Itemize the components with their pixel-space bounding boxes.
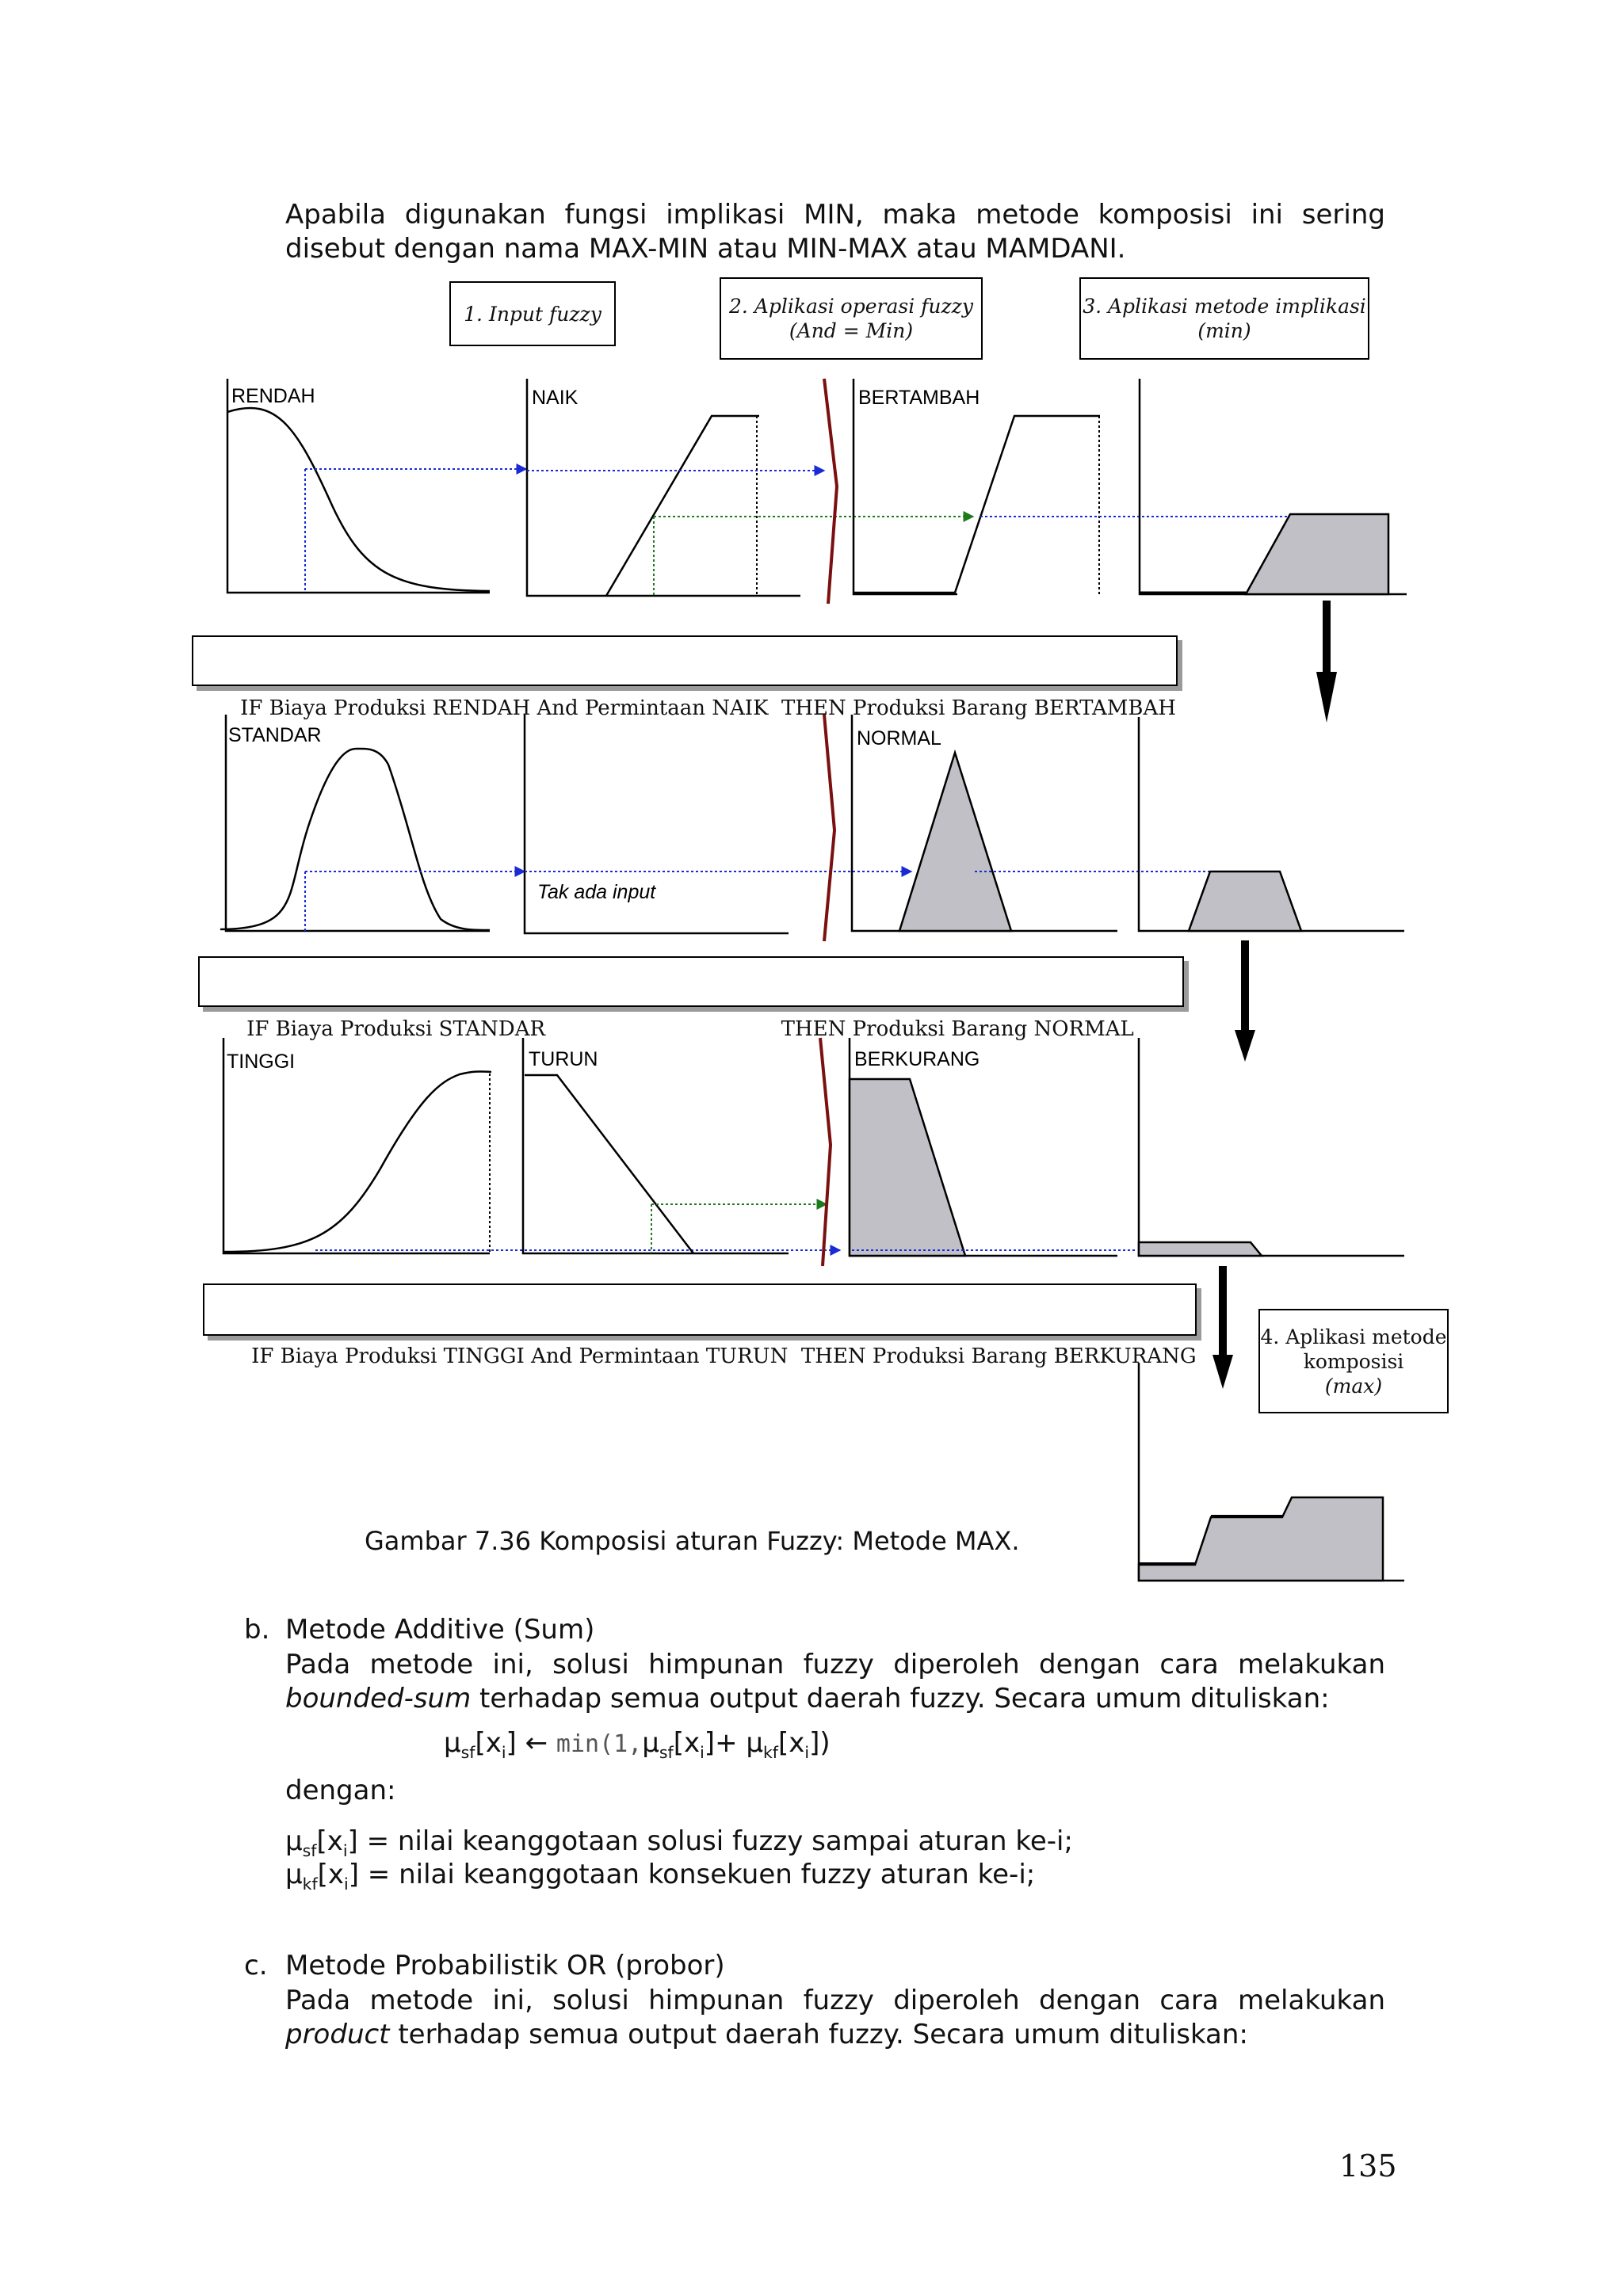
row3-result-shape (1139, 1242, 1262, 1256)
berkurang-shape (850, 1079, 965, 1256)
def1-sub-sf: sf (302, 1840, 317, 1860)
header-aplikasi-operasi (720, 277, 983, 360)
section-b-heading (244, 1613, 594, 1647)
standar-curve (220, 749, 490, 930)
formula-mu-2: μ (642, 1727, 659, 1759)
section-c-line-2-rest: terhadap semua output daerah fuzzy. Secara umum dituliskan: (389, 2019, 1248, 2050)
rule-3-text: IF Biaya Produksi TINGGI And Permintaan TURUN THEN Produksi Barang BERKURANG (251, 1344, 1197, 1368)
formula-x-1: x (485, 1727, 502, 1759)
naik-axes (527, 379, 800, 596)
down-arrow-1-shaft (1323, 601, 1331, 673)
formula-arrow: ← (525, 1727, 548, 1759)
page-number: 135 (1339, 2149, 1397, 2183)
intro-line-2: disebut dengan nama MAX-MIN atau MIN-MAX atau MAMDANI. (285, 233, 1126, 265)
row1-result-shape (1246, 514, 1388, 594)
section-b-line-2-rest: terhadap semua output daerah fuzzy. Secara umum dituliskan: (471, 1683, 1330, 1714)
header-aplikasi-implikasi-line2: (min) (1197, 319, 1251, 342)
def2-x: x (327, 1859, 345, 1890)
down-arrow-2-shaft (1241, 940, 1249, 1034)
formula-x-3: x (789, 1727, 805, 1759)
section-b-marker: b. (244, 1614, 270, 1646)
section-b-term: bounded-sum (285, 1683, 472, 1714)
formula-close: ) (819, 1727, 831, 1759)
turun-curve (525, 1075, 693, 1253)
header-aplikasi-komposisi-line3: (max) (1324, 1374, 1383, 1398)
formula-sub-i-1: i (501, 1742, 506, 1762)
normal-shape (899, 753, 1011, 931)
rule-2 (198, 956, 1184, 1041)
rule-2-text: IF Biaya Produksi STANDAR THEN Produksi Barang NORMAL (246, 1017, 1134, 1041)
down-arrow-2-head (1235, 1030, 1255, 1062)
header-aplikasi-implikasi (1079, 277, 1369, 360)
bertambah-axes (854, 379, 957, 594)
label-tak-ada-input: Tak ada input (537, 881, 656, 903)
def2-sub-i: i (344, 1874, 349, 1894)
header-input-fuzzy (449, 281, 616, 346)
rendah-curve (227, 408, 490, 591)
header-aplikasi-komposisi-line1: 4. Aplikasi metode (1260, 1325, 1447, 1348)
label-standar: STANDAR (228, 724, 322, 746)
formula-x-2: x (684, 1727, 701, 1759)
tinggi-curve (223, 1071, 491, 1252)
header-aplikasi-komposisi-line2: komposisi (1303, 1349, 1404, 1373)
label-rendah: RENDAH (231, 385, 315, 407)
naik-curve (606, 416, 759, 596)
def1-x: x (327, 1825, 343, 1857)
section-b-line-2 (285, 1683, 1330, 1714)
section-c-line-2 (285, 2019, 1248, 2050)
label-naik: NAIK (532, 387, 579, 409)
section-b-line-1: Pada metode ini, solusi himpunan fuzzy diperoleh dengan cara melakukan (285, 1649, 1385, 1680)
down-arrow-3-shaft (1219, 1266, 1227, 1357)
formula-sub-i-2: i (700, 1742, 705, 1762)
section-c-marker: c. (244, 1950, 268, 1981)
intro-line-1: Apabila digunakan fungsi implikasi MIN, maka metode komposisi ini sering (285, 199, 1385, 231)
rule-1 (192, 635, 1178, 720)
dengan-label: dengan: (285, 1775, 396, 1806)
label-bertambah: BERTAMBAH (858, 387, 980, 409)
def1-text: = nilai keanggotaan solusi fuzzy sampai aturan ke-i; (357, 1825, 1073, 1857)
definition-sf: $\mu_{sf}[x_i]$ = nilai keanggotaan solusi fuzzy sampai aturan ke-i; (285, 1825, 1073, 1860)
formula-mu-3: μ (746, 1727, 763, 1759)
section-c-term: product (285, 2019, 390, 2050)
section-c-line-1: Pada metode ini, solusi himpunan fuzzy diperoleh dengan cara melakukan (285, 1985, 1385, 2016)
label-berkurang: BERKURANG (854, 1048, 980, 1070)
header-aplikasi-operasi-line1: 2. Aplikasi operasi fuzzy (729, 295, 973, 318)
row2-red-divider (824, 715, 834, 941)
section-c-heading (244, 1949, 725, 1983)
header-aplikasi-implikasi-line1: 3. Aplikasi metode implikasi (1083, 295, 1366, 318)
section-b-paragraph (285, 1648, 1385, 1716)
figure-caption: Gambar 7.36 Komposisi aturan Fuzzy: Metode MAX. (365, 1526, 1020, 1556)
formula-min-function: min(1, (556, 1730, 643, 1758)
rule-3 (203, 1283, 1197, 1368)
formula-sub-sf-2: sf (659, 1742, 674, 1762)
header-input-fuzzy-text: 1. Input fuzzy (464, 302, 601, 326)
down-arrow-1-head (1316, 672, 1337, 723)
section-c-paragraph (285, 1984, 1385, 2052)
def2-sub-kf: kf (302, 1874, 318, 1894)
composition-shape (1139, 1497, 1383, 1581)
section-b-title: Metode Additive (Sum) (285, 1614, 595, 1646)
formula-sub-sf-1: sf (460, 1742, 475, 1762)
section-c-title: Metode Probabilistik OR (probor) (285, 1950, 725, 1981)
formula-sub-kf: kf (763, 1742, 778, 1762)
bertambah-curve (854, 416, 1100, 593)
formula-mu-1: μ (444, 1727, 461, 1759)
formula-sub-i-3: i (804, 1742, 810, 1762)
label-tinggi: TINGGI (227, 1051, 296, 1073)
down-arrow-3-head (1212, 1355, 1233, 1389)
row2-result-shape (1189, 871, 1301, 931)
definition-kf: $\mu_{kf}[x_i]$ = nilai keanggotaan konsekuen fuzzy aturan ke-i; (285, 1859, 1036, 1894)
def1-mu: μ (285, 1825, 303, 1857)
header-aplikasi-komposisi (1258, 1309, 1449, 1413)
def2-mu: μ (285, 1859, 303, 1890)
rule-1-text: IF Biaya Produksi RENDAH And Permintaan NAIK THEN Produksi Barang BERTAMBAH (240, 696, 1176, 720)
row3-result-axes (1139, 1038, 1404, 1256)
label-turun: TURUN (529, 1048, 598, 1070)
row3-red-divider (820, 1038, 831, 1266)
def2-text: = nilai keanggotaan konsekuen fuzzy aturan ke-i; (358, 1859, 1036, 1890)
header-aplikasi-operasi-line2: (And = Min) (789, 319, 914, 342)
label-normal: NORMAL (857, 727, 941, 749)
formula-plus: + (715, 1727, 747, 1759)
additive-formula: $\mu_{sf}[x_i]$ ← $\min(1,\mu_{sf}[x_i]+ \mu_{kf}[x_i])$ (444, 1727, 831, 1762)
row1-red-divider (824, 379, 837, 604)
def1-sub-i: i (342, 1840, 348, 1860)
